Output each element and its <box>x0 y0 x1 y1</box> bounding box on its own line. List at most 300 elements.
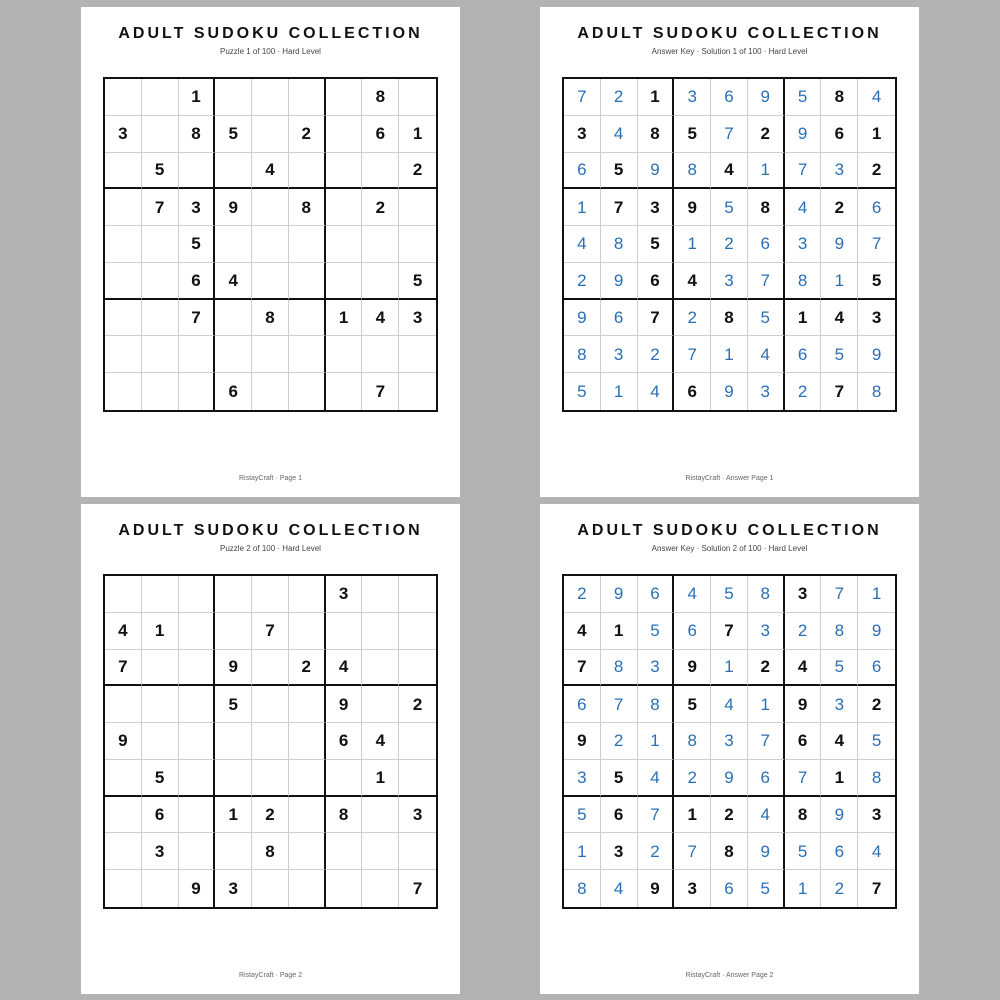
sudoku-cell <box>289 336 326 373</box>
sudoku-cell <box>105 153 142 190</box>
sudoku-cell <box>142 226 179 263</box>
sudoku-cell: 9 <box>564 300 601 337</box>
sudoku-cell: 1 <box>821 760 858 797</box>
sudoku-cell: 4 <box>362 723 399 760</box>
sudoku-cell: 3 <box>674 79 711 116</box>
sudoku-cell: 3 <box>142 833 179 870</box>
sudoku-grid <box>562 574 897 909</box>
sudoku-cell: 3 <box>399 797 436 834</box>
page-title: ADULT SUDOKU COLLECTION <box>577 522 882 539</box>
sudoku-cell: 6 <box>179 263 216 300</box>
sudoku-cell <box>289 300 326 337</box>
answer-page-1 <box>540 7 919 497</box>
puzzle-page-1 <box>81 7 460 497</box>
sudoku-cell: 6 <box>564 153 601 190</box>
sudoku-cell: 5 <box>674 116 711 153</box>
sudoku-cell <box>142 686 179 723</box>
sudoku-cell: 3 <box>564 760 601 797</box>
sudoku-cell: 9 <box>674 189 711 226</box>
sudoku-cell: 7 <box>748 723 785 760</box>
sudoku-cell: 2 <box>362 189 399 226</box>
sudoku-cell <box>289 723 326 760</box>
sudoku-cell <box>142 650 179 687</box>
sudoku-cell <box>179 336 216 373</box>
sudoku-cell: 2 <box>638 336 675 373</box>
sudoku-cell <box>289 686 326 723</box>
sudoku-cell <box>105 797 142 834</box>
sudoku-cell: 8 <box>748 576 785 613</box>
sudoku-cell: 3 <box>601 833 638 870</box>
sudoku-cell: 8 <box>564 336 601 373</box>
sudoku-cell: 8 <box>858 760 895 797</box>
sudoku-cell <box>399 833 436 870</box>
sudoku-cell: 4 <box>601 870 638 907</box>
sudoku-cell <box>362 576 399 613</box>
sudoku-cell <box>362 153 399 190</box>
sudoku-cell: 1 <box>564 189 601 226</box>
sudoku-cell: 1 <box>674 226 711 263</box>
sudoku-cell <box>326 263 363 300</box>
sudoku-cell: 3 <box>674 870 711 907</box>
sudoku-cell: 3 <box>858 797 895 834</box>
sudoku-cell: 8 <box>711 300 748 337</box>
sudoku-cell: 5 <box>748 870 785 907</box>
sudoku-cell: 3 <box>638 189 675 226</box>
sudoku-cell <box>252 336 289 373</box>
sudoku-cell: 5 <box>674 686 711 723</box>
sudoku-cell: 8 <box>785 797 822 834</box>
sudoku-cell <box>215 833 252 870</box>
sudoku-cell <box>105 760 142 797</box>
sudoku-cell <box>252 576 289 613</box>
sudoku-cell: 7 <box>564 650 601 687</box>
sudoku-cell <box>289 373 326 410</box>
sudoku-cell <box>105 79 142 116</box>
sudoku-cell: 1 <box>601 613 638 650</box>
sudoku-cell: 9 <box>748 79 785 116</box>
sudoku-cell: 6 <box>638 576 675 613</box>
sudoku-cell: 8 <box>674 153 711 190</box>
sudoku-cell: 7 <box>638 300 675 337</box>
sudoku-cell: 4 <box>105 613 142 650</box>
sudoku-cell <box>142 373 179 410</box>
sudoku-cell: 1 <box>785 300 822 337</box>
sudoku-cell: 4 <box>564 613 601 650</box>
sudoku-cell: 5 <box>711 189 748 226</box>
sudoku-cell: 9 <box>215 189 252 226</box>
sudoku-cell: 7 <box>564 79 601 116</box>
sudoku-cell: 2 <box>399 686 436 723</box>
sudoku-cell: 8 <box>821 613 858 650</box>
sudoku-cell: 7 <box>821 576 858 613</box>
sudoku-cell: 2 <box>674 760 711 797</box>
sudoku-cell <box>179 613 216 650</box>
sudoku-cell <box>289 797 326 834</box>
sudoku-cell: 5 <box>638 613 675 650</box>
sudoku-cell: 8 <box>785 263 822 300</box>
sudoku-cell: 3 <box>399 300 436 337</box>
sudoku-cell: 7 <box>711 116 748 153</box>
sudoku-cell: 1 <box>564 833 601 870</box>
sudoku-cell: 4 <box>601 116 638 153</box>
sudoku-cell <box>252 723 289 760</box>
sudoku-cell: 4 <box>858 79 895 116</box>
sudoku-cell: 1 <box>858 116 895 153</box>
sudoku-cell <box>362 226 399 263</box>
sudoku-cell: 3 <box>785 576 822 613</box>
sudoku-cell: 9 <box>858 336 895 373</box>
sudoku-cell: 6 <box>564 686 601 723</box>
sudoku-cell: 3 <box>821 686 858 723</box>
sudoku-cell <box>142 79 179 116</box>
sudoku-cell: 1 <box>638 79 675 116</box>
sudoku-cell: 7 <box>711 613 748 650</box>
sudoku-cell: 3 <box>821 153 858 190</box>
sudoku-cell: 1 <box>362 760 399 797</box>
sudoku-cell <box>399 79 436 116</box>
sudoku-cell: 8 <box>601 650 638 687</box>
sudoku-cell: 5 <box>821 336 858 373</box>
sudoku-cell: 4 <box>711 686 748 723</box>
sudoku-cell: 6 <box>785 723 822 760</box>
sudoku-cell: 9 <box>105 723 142 760</box>
sudoku-cell <box>142 300 179 337</box>
sudoku-cell <box>179 833 216 870</box>
sudoku-cell: 4 <box>326 650 363 687</box>
sudoku-cell <box>399 336 436 373</box>
sudoku-cell <box>289 613 326 650</box>
sudoku-cell <box>105 373 142 410</box>
page-footer: RistayCraft · Page 1 <box>238 475 303 482</box>
sudoku-cell <box>326 153 363 190</box>
sudoku-cell <box>362 833 399 870</box>
sudoku-cell <box>399 576 436 613</box>
sudoku-cell: 2 <box>858 153 895 190</box>
sudoku-cell: 6 <box>601 797 638 834</box>
sudoku-cell: 2 <box>711 226 748 263</box>
sudoku-cell: 2 <box>785 373 822 410</box>
sudoku-cell <box>142 116 179 153</box>
sudoku-cell: 6 <box>711 870 748 907</box>
sudoku-cell <box>362 336 399 373</box>
sudoku-cell <box>326 226 363 263</box>
sudoku-cell <box>252 189 289 226</box>
sudoku-cell <box>399 226 436 263</box>
sudoku-cell: 9 <box>748 833 785 870</box>
sudoku-cell: 5 <box>399 263 436 300</box>
sudoku-cell: 9 <box>785 686 822 723</box>
sudoku-cell: 8 <box>252 833 289 870</box>
sudoku-cell <box>399 650 436 687</box>
sudoku-cell <box>179 797 216 834</box>
sudoku-cell: 3 <box>179 189 216 226</box>
sudoku-cell: 8 <box>748 189 785 226</box>
sudoku-cell: 7 <box>412 879 423 899</box>
sudoku-cell <box>142 870 179 907</box>
sudoku-cell: 8 <box>326 797 363 834</box>
sudoku-cell <box>252 263 289 300</box>
sudoku-cell: 2 <box>858 686 895 723</box>
sudoku-cell: 2 <box>748 116 785 153</box>
sudoku-cell: 4 <box>785 650 822 687</box>
sudoku-cell: 4 <box>821 723 858 760</box>
sudoku-cell: 5 <box>601 153 638 190</box>
sudoku-cell: 3 <box>748 613 785 650</box>
sudoku-cell <box>326 760 363 797</box>
page-subtitle: Answer Key · Solution 1 of 100 · Hard Level <box>651 47 808 56</box>
sudoku-cell <box>105 336 142 373</box>
sudoku-cell: 1 <box>215 797 252 834</box>
sudoku-cell <box>252 650 289 687</box>
sudoku-cell: 8 <box>601 226 638 263</box>
sudoku-cell <box>289 833 326 870</box>
sudoku-cell <box>252 870 289 907</box>
sudoku-cell: 9 <box>858 613 895 650</box>
sudoku-cell: 8 <box>821 79 858 116</box>
sudoku-cell: 6 <box>601 300 638 337</box>
sudoku-cell <box>399 189 436 226</box>
page-title: ADULT SUDOKU COLLECTION <box>118 522 423 539</box>
sudoku-cell: 6 <box>785 336 822 373</box>
page-footer: RistayCraft · Page 2 <box>238 972 303 979</box>
sudoku-cell: 2 <box>289 650 326 687</box>
sudoku-cell: 3 <box>711 263 748 300</box>
sudoku-cell <box>399 613 436 650</box>
sudoku-cell: 5 <box>179 226 216 263</box>
sudoku-cell: 7 <box>785 760 822 797</box>
sudoku-cell: 3 <box>105 116 142 153</box>
sudoku-cell <box>252 760 289 797</box>
sudoku-cell: 2 <box>821 870 858 907</box>
sudoku-cell: 4 <box>674 576 711 613</box>
sudoku-cell: 2 <box>564 576 601 613</box>
sudoku-cell: 4 <box>748 797 785 834</box>
sudoku-cell: 7 <box>601 189 638 226</box>
sudoku-cell: 5 <box>142 153 179 190</box>
sudoku-cell: 1 <box>748 686 785 723</box>
sudoku-cell <box>215 226 252 263</box>
sudoku-cell <box>326 116 363 153</box>
sudoku-cell: 2 <box>289 116 326 153</box>
sudoku-cell <box>105 226 142 263</box>
sudoku-cell <box>179 760 216 797</box>
sudoku-cell <box>252 79 289 116</box>
sudoku-cell: 7 <box>821 373 858 410</box>
sudoku-cell: 6 <box>711 79 748 116</box>
sudoku-cell: 2 <box>711 797 748 834</box>
sudoku-cell: 7 <box>674 336 711 373</box>
sudoku-cell: 7 <box>674 833 711 870</box>
sudoku-cell: 8 <box>638 116 675 153</box>
sudoku-cell <box>289 153 326 190</box>
sudoku-cell: 5 <box>142 760 179 797</box>
sudoku-cell: 6 <box>638 263 675 300</box>
sudoku-cell: 6 <box>326 723 363 760</box>
sudoku-cell: 3 <box>601 336 638 373</box>
sudoku-cell: 7 <box>748 263 785 300</box>
sudoku-cell: 5 <box>858 723 895 760</box>
sudoku-cell <box>362 797 399 834</box>
sudoku-cell: 6 <box>821 116 858 153</box>
sudoku-cell: 4 <box>638 760 675 797</box>
sudoku-cell <box>362 613 399 650</box>
sudoku-cell: 3 <box>326 576 363 613</box>
sudoku-cell: 1 <box>601 373 638 410</box>
sudoku-cell <box>105 189 142 226</box>
sudoku-cell <box>289 760 326 797</box>
sudoku-cell: 2 <box>674 300 711 337</box>
sudoku-cell: 6 <box>748 226 785 263</box>
sudoku-cell <box>105 576 142 613</box>
sudoku-cell: 6 <box>858 189 895 226</box>
sudoku-cell <box>289 576 326 613</box>
sudoku-cell: 5 <box>821 650 858 687</box>
sudoku-cell: 9 <box>711 373 748 410</box>
sudoku-cell <box>399 373 436 410</box>
sudoku-cell: 2 <box>564 263 601 300</box>
sudoku-cell: 9 <box>638 153 675 190</box>
sudoku-cell: 6 <box>821 833 858 870</box>
sudoku-cell: 7 <box>871 879 882 899</box>
sudoku-cell: 2 <box>785 613 822 650</box>
sudoku-cell: 6 <box>858 650 895 687</box>
sudoku-cell <box>142 263 179 300</box>
sudoku-cell: 6 <box>748 760 785 797</box>
sudoku-cell: 1 <box>142 613 179 650</box>
sudoku-cell <box>179 153 216 190</box>
sudoku-cell: 5 <box>785 79 822 116</box>
sudoku-cell: 3 <box>564 116 601 153</box>
sudoku-cell <box>252 226 289 263</box>
sudoku-cell: 4 <box>564 226 601 263</box>
sudoku-cell: 2 <box>601 723 638 760</box>
sudoku-cell: 9 <box>821 226 858 263</box>
sudoku-cell: 5 <box>638 226 675 263</box>
sudoku-cell: 8 <box>362 79 399 116</box>
sudoku-grid <box>103 574 438 909</box>
sudoku-cell <box>252 686 289 723</box>
sudoku-cell <box>289 79 326 116</box>
sudoku-cell <box>362 650 399 687</box>
sudoku-cell: 7 <box>858 226 895 263</box>
sudoku-cell: 4 <box>711 153 748 190</box>
sudoku-cell <box>399 723 436 760</box>
sudoku-cell: 3 <box>638 650 675 687</box>
sudoku-cell: 7 <box>785 153 822 190</box>
sudoku-cell: 3 <box>215 870 252 907</box>
sudoku-cell: 9 <box>326 686 363 723</box>
sudoku-cell <box>215 760 252 797</box>
sudoku-cell <box>105 686 142 723</box>
sudoku-cell: 9 <box>785 116 822 153</box>
sudoku-cell <box>399 760 436 797</box>
sudoku-cell: 9 <box>215 650 252 687</box>
sudoku-cell: 6 <box>362 116 399 153</box>
sudoku-cell: 1 <box>711 650 748 687</box>
sudoku-cell <box>215 79 252 116</box>
sudoku-cell: 5 <box>215 686 252 723</box>
sudoku-cell: 9 <box>564 723 601 760</box>
sudoku-cell: 3 <box>711 723 748 760</box>
sudoku-cell: 8 <box>711 833 748 870</box>
sudoku-cell: 6 <box>674 613 711 650</box>
sudoku-cell <box>326 189 363 226</box>
sudoku-cell: 8 <box>674 723 711 760</box>
sudoku-cell: 9 <box>821 797 858 834</box>
sudoku-cell <box>179 576 216 613</box>
sudoku-cell: 1 <box>326 300 363 337</box>
sudoku-grid <box>103 77 438 412</box>
sudoku-cell: 2 <box>821 189 858 226</box>
sudoku-cell: 1 <box>858 576 895 613</box>
sudoku-cell: 4 <box>215 263 252 300</box>
sudoku-cell <box>362 870 399 907</box>
sudoku-cell <box>215 300 252 337</box>
sudoku-cell: 4 <box>748 336 785 373</box>
sudoku-cell: 2 <box>638 833 675 870</box>
sudoku-cell <box>215 723 252 760</box>
sudoku-cell <box>215 613 252 650</box>
sudoku-cell: 1 <box>748 153 785 190</box>
sudoku-cell <box>105 870 142 907</box>
sudoku-cell: 6 <box>674 373 711 410</box>
sudoku-cell: 7 <box>362 373 399 410</box>
page-subtitle: Puzzle 2 of 100 · Hard Level <box>220 544 321 553</box>
sudoku-cell <box>215 153 252 190</box>
sudoku-cell <box>326 336 363 373</box>
sudoku-cell <box>179 686 216 723</box>
sudoku-cell: 7 <box>179 300 216 337</box>
sudoku-cell: 1 <box>638 723 675 760</box>
page-subtitle: Answer Key · Solution 2 of 100 · Hard Level <box>651 544 808 553</box>
sudoku-cell: 3 <box>785 226 822 263</box>
sudoku-cell: 9 <box>711 760 748 797</box>
sudoku-cell: 7 <box>105 650 142 687</box>
sudoku-cell: 5 <box>748 300 785 337</box>
sudoku-cell <box>142 336 179 373</box>
sudoku-cell <box>179 650 216 687</box>
sudoku-cell <box>252 373 289 410</box>
sudoku-cell <box>326 870 363 907</box>
sudoku-cell: 8 <box>871 382 882 402</box>
sudoku-cell: 9 <box>601 576 638 613</box>
sudoku-cell <box>215 576 252 613</box>
sudoku-cell: 1 <box>785 870 822 907</box>
sudoku-cell: 8 <box>638 686 675 723</box>
sudoku-cell: 5 <box>711 576 748 613</box>
sudoku-cell <box>289 870 326 907</box>
sudoku-cell <box>326 79 363 116</box>
sudoku-cell: 5 <box>564 797 601 834</box>
sudoku-cell: 6 <box>215 373 252 410</box>
sudoku-cell: 8 <box>564 870 601 907</box>
sudoku-cell: 5 <box>785 833 822 870</box>
sudoku-cell: 1 <box>821 263 858 300</box>
sudoku-cell: 4 <box>785 189 822 226</box>
sudoku-cell <box>105 263 142 300</box>
sudoku-cell: 2 <box>601 79 638 116</box>
answer-page-2 <box>540 504 919 994</box>
sudoku-cell: 8 <box>179 116 216 153</box>
sudoku-cell: 5 <box>564 373 601 410</box>
sudoku-cell: 1 <box>399 116 436 153</box>
page-title: ADULT SUDOKU COLLECTION <box>577 25 882 42</box>
sudoku-cell: 4 <box>821 300 858 337</box>
sudoku-cell <box>179 373 216 410</box>
sudoku-cell: 1 <box>711 336 748 373</box>
sudoku-cell: 5 <box>601 760 638 797</box>
sudoku-cell <box>289 226 326 263</box>
